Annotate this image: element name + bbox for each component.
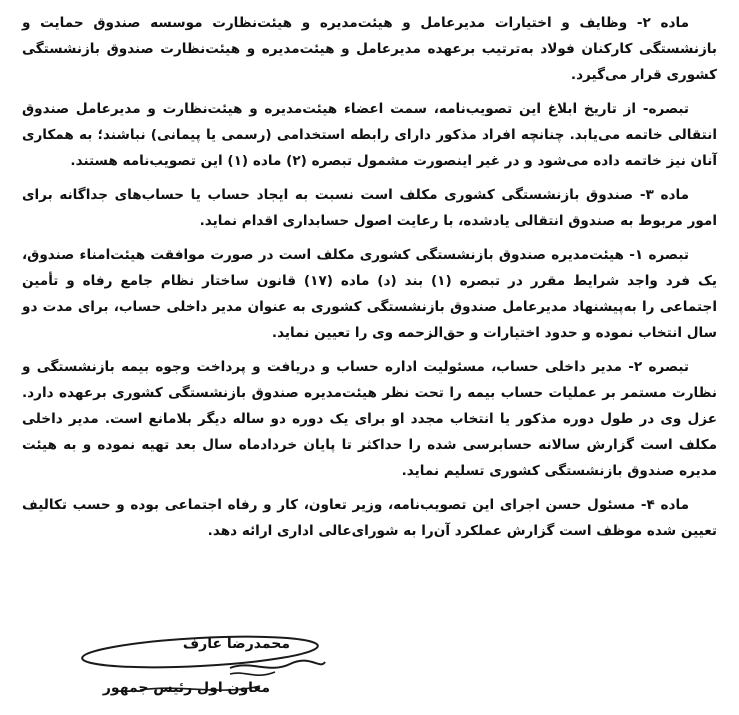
paragraph-text: مسئول حسن اجرای این تصویب‌نامه، وزیر تعاون، کار و رفاه اجتماعی بوده و حسب تکالیف تعیین شده موظف است گزارش عملکرد آن‌را به شورای‌عالی اداری ارائه دهد.	[22, 497, 717, 539]
paragraph-lead: ماده ۴-	[640, 497, 689, 513]
paragraph-text: وظایف و اختیارات مدیرعامل و هیئت‌مدیره و هیئت‌نظارت موسسه صندوق حمایت و بازنشستگی کارکنان فولاد به‌ترتیب برعهده مدیرعامل و هیئت‌مدیره و هیئت‌نظارت صندوق بازنشستگی کشوری قرار می‌گیرد.	[22, 15, 717, 83]
signatory-title: معاون اول رئیس جمهور	[102, 680, 270, 696]
paragraph-article-3	[22, 182, 717, 234]
paragraph-lead: ماده ۳-	[639, 187, 689, 203]
paragraph-article-2	[22, 10, 717, 88]
paragraph-note-2	[22, 354, 717, 484]
paragraph-text: هیئت‌مدیره صندوق بازنشستگی کشوری مکلف است در صورت موافقت هیئت‌امناء صندوق، یک فرد واجد شرایط مقرر در تبصره (۱) بند (د) ماده (۱۷) قانون ساختار نظام جامع رفاه و تأمین اجتماعی را به‌پیشنهاد مدیرعامل صندوق بازنشستگی کشوری به عنوان مدیر داخلی حساب، برای مدت دو سال انتخاب نموده و حدود اختیارات و حق‌الزحمه وی را تعیین نماید.	[22, 247, 717, 341]
signature-block	[80, 630, 330, 710]
paragraph-note-1	[22, 242, 717, 346]
paragraph-lead: تبصره ۱-	[629, 247, 689, 263]
paragraph-note	[22, 96, 717, 174]
paragraph-text: از تاریخ ابلاغ این تصویب‌نامه، سمت اعضاء هیئت‌مدیره و هیئت‌نظارت و مدیرعامل صندوق انتقالی خاتمه می‌یابد. چنانچه افراد مذکور دارای رابطه استخدامی (رسمی یا پیمانی) نباشند؛ به همکاری آنان نیز خاتمه داده می‌شود و در غیر اینصورت مشمول تبصره (۲) ماده (۱) این تصویب‌نامه هستند.	[22, 101, 717, 169]
paragraph-text: مدیر داخلی حساب، مسئولیت اداره حساب و دریافت و پرداخت وجوه بیمه بازنشستگی و نظارت مستمر بر عملیات حساب بیمه را تحت نظر هیئت‌مدیره صندوق بازنشستگی کشوری برعهده دارد. عزل وی در طول دوره مذکور یا انتخاب مجدد او برای یک دوره دو ساله دیگر بلامانع است. مدیر داخلی مکلف است گزارش سالانه حسابرسی شده را حداکثر تا پایان خردادماه سال بعد تهیه نموده و به هیئت مدیره صندوق بازنشستگی کشوری تسلیم نماید.	[22, 359, 717, 479]
paragraph-article-4	[22, 492, 717, 544]
signatory-name: محمدرضا عارف	[182, 636, 290, 652]
paragraph-text: صندوق بازنشستگی کشوری مکلف است نسبت به ایجاد حساب یا حساب‌های جداگانه برای امور مربوط به صندوق انتقالی یادشده، با رعایت اصول حسابداری اقدام نماید.	[22, 187, 717, 229]
document-body	[22, 10, 717, 552]
paragraph-lead: ماده ۲-	[636, 15, 689, 31]
paragraph-lead: تبصره ۲-	[628, 359, 689, 375]
paragraph-lead: تبصره-	[642, 101, 689, 117]
